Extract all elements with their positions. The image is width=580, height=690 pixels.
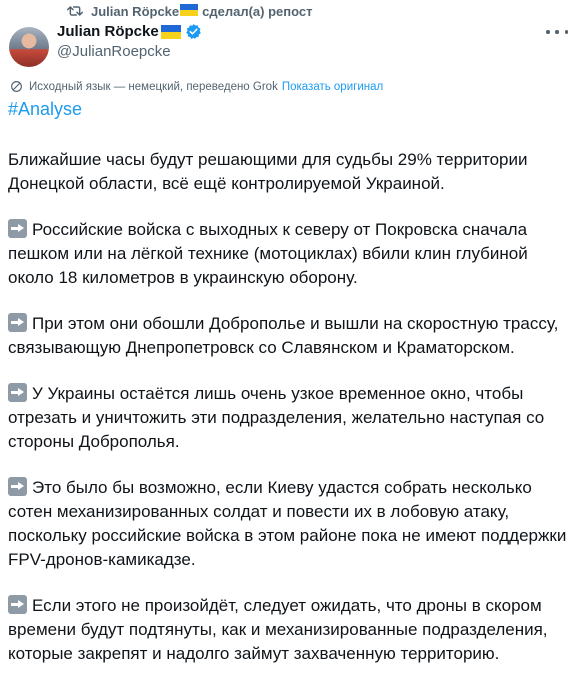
avatar[interactable] <box>9 27 49 67</box>
post-paragraph: Российские войска с выходных к северу от Покровска сначала пешком или на лёгкой технике (мотоциклах) вбили клин глубиной около 18 километров в украинскую оборону. <box>8 220 528 287</box>
show-original-link[interactable]: Показать оригинал <box>281 80 384 93</box>
more-options-icon[interactable] <box>546 24 568 40</box>
post-body <box>8 148 574 688</box>
repost-icon <box>67 4 83 18</box>
post-paragraph: Ближайшие часы будут решающими для судьбы 29% территории Донецкой области, всё ещё контролируемой Украиной. <box>8 150 528 193</box>
grok-translate-icon <box>10 80 23 93</box>
post-paragraph: Это было бы возможно, если Киеву удастся собрать несколько сотен механизированных солдат и повести их в лобовую атаку, поскольку российские войска в этом районе пока не имеют поддержки FPV-дронов-камикадзе. <box>8 478 567 569</box>
right-arrow-emoji-icon <box>8 595 27 614</box>
author-name-row[interactable] <box>57 23 202 40</box>
hashtag-link[interactable]: #Analyse <box>8 99 83 119</box>
translation-notice <box>10 80 383 93</box>
right-arrow-emoji-icon <box>8 477 27 496</box>
ukraine-flag-icon <box>161 25 181 39</box>
repost-action: сделал(а) репост <box>202 3 313 19</box>
right-arrow-emoji-icon <box>8 219 27 238</box>
repost-header <box>67 2 313 20</box>
ukraine-flag-icon <box>180 4 198 16</box>
post-paragraph: Если этого не произойдёт, следует ожидать, что дроны в скором времени будут подтянуты, как и механизированные подразделения, которые закрепят и надолго займут захваченную территорию. <box>8 596 548 663</box>
author-handle[interactable]: @JulianRoepcke <box>57 43 171 60</box>
right-arrow-emoji-icon <box>8 383 27 402</box>
post-paragraph: У Украины остаётся лишь очень узкое временное окно, чтобы отрезать и уничтожить эти подразделения, желательно наступая со стороны Доброполья. <box>8 384 545 451</box>
translation-note: Исходный язык — немецкий, переведено Grok <box>29 80 278 93</box>
verified-badge-icon[interactable] <box>185 23 202 40</box>
post-paragraph: При этом они обошли Доброполье и вышли на скоростную трассу, связывающую Днепропетровск со Славянском и Краматорском. <box>8 314 559 357</box>
author-name[interactable]: Julian Röpcke <box>57 23 159 40</box>
right-arrow-emoji-icon <box>8 313 27 332</box>
repost-user[interactable]: Julian Röpcke <box>91 3 180 19</box>
